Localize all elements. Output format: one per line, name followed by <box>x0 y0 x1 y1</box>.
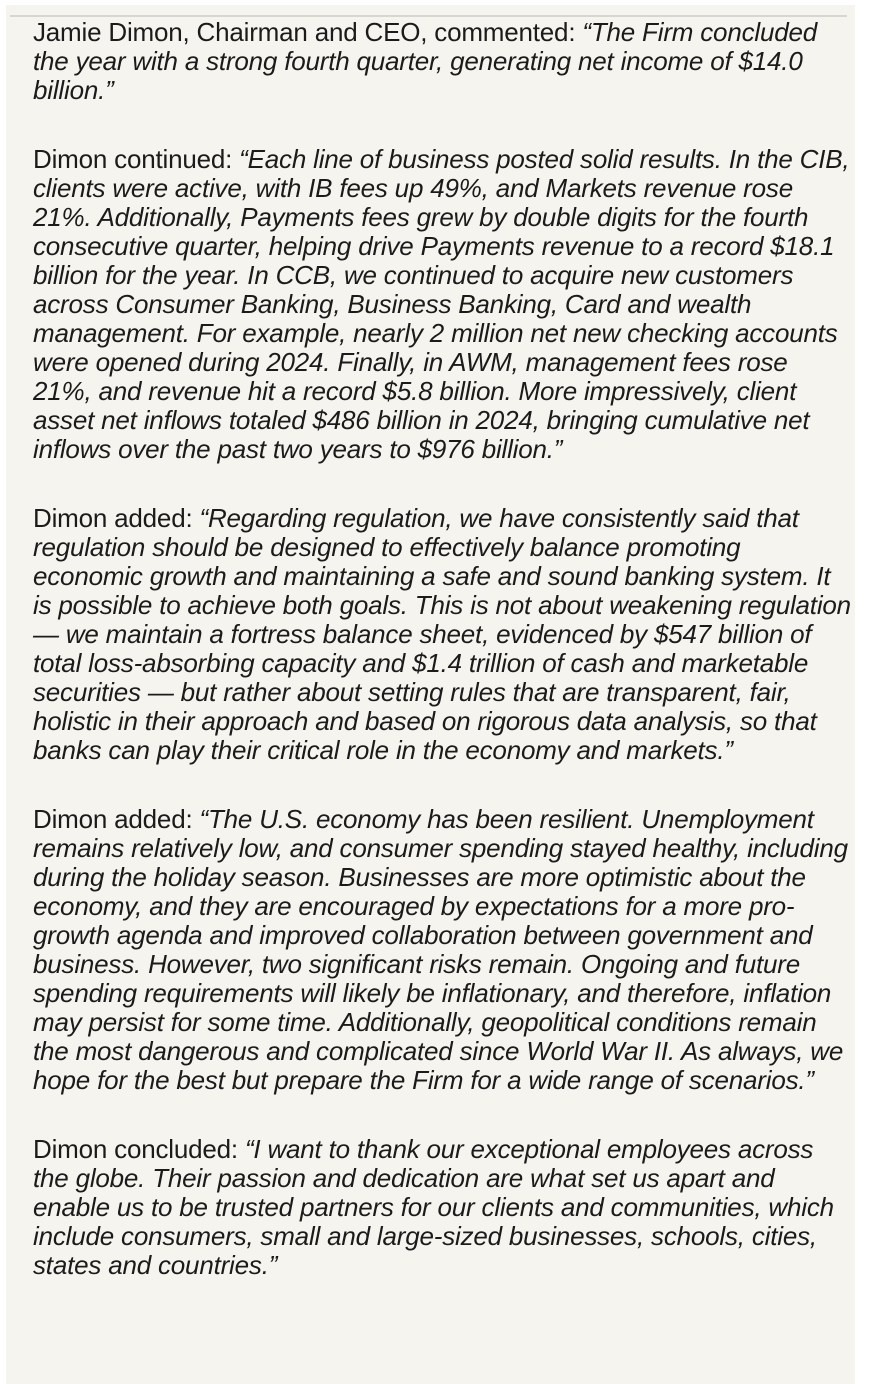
paragraph-conclusion <box>33 1135 853 1280</box>
attribution-text: Dimon added: <box>33 804 200 834</box>
press-release-text <box>33 18 853 1320</box>
quote-text: “Each line of business posted solid results. In the CIB, clients were active, with IB fees up 49%, and Markets revenue rose 21%. Additionally, Payments fees grew by double digits for the fourth consecutive quarter, helping drive Payments revenue to a record $18.1 billion for the year. In CCB, we continued to acquire new customers across Consumer Banking, Business Banking, Card and wealth management. For example, nearly 2 million net new checking accounts were opened during 2024. Finally, in AWM, management fees rose 21%, and revenue hit a record $5.8 billion. More impressively, client asset net inflows totaled $486 billion in 2024, bringing cumulative net inflows over the past two years to $976 billion.” <box>33 144 850 464</box>
quote-text: “The Firm concluded the year with a strong fourth quarter, generating net income of $14.0 billion.” <box>33 17 817 105</box>
quote-text: “Regarding regulation, we have consistently said that regulation should be designed to effectively balance promoting economic growth and maintaining a safe and sound banking system. It is possible to achieve both goals. This is not about weakening regulation — we maintain a fortress balance sheet, evidenced by $547 billion of total loss-absorbing capacity and $1.4 trillion of cash and marketable securities — but rather about setting rules that are transparent, fair, holistic in their approach and based on rigorous data analysis, so that banks can play their critical role in the economy and markets.” <box>33 503 851 765</box>
quote-text: “I want to thank our exceptional employees across the globe. Their passion and dedication are what set us apart and enable us to be trusted partners for our clients and communities, which include consumers, small and large-sized businesses, schools, cities, states and countries.” <box>33 1134 834 1280</box>
paragraph-regulation <box>33 504 853 765</box>
attribution-text: Dimon continued: <box>33 144 240 174</box>
attribution-text: Jamie Dimon, Chairman and CEO, commented: <box>33 17 583 47</box>
attribution-text: Dimon added: <box>33 503 200 533</box>
quote-text: “The U.S. economy has been resilient. Unemployment remains relatively low, and consumer spending stayed healthy, including during the holiday season. Businesses are more optimistic about the economy, and they are encouraged by expectations for a more pro-growth agenda and improved collaboration between government and business. However, two significant risks remain. Ongoing and future spending requirements will likely be inflationary, and therefore, inflation may persist for some time. Additionally, geopolitical conditions remain the most dangerous and complicated since World War II. As always, we hope for the best but prepare the Firm for a wide range of scenarios.” <box>33 804 848 1095</box>
paragraph-business-results <box>33 145 853 464</box>
attribution-text: Dimon concluded: <box>33 1134 245 1164</box>
paragraph-ceo-comment <box>33 18 853 105</box>
paragraph-economy <box>33 805 853 1095</box>
document-page <box>6 5 855 1384</box>
